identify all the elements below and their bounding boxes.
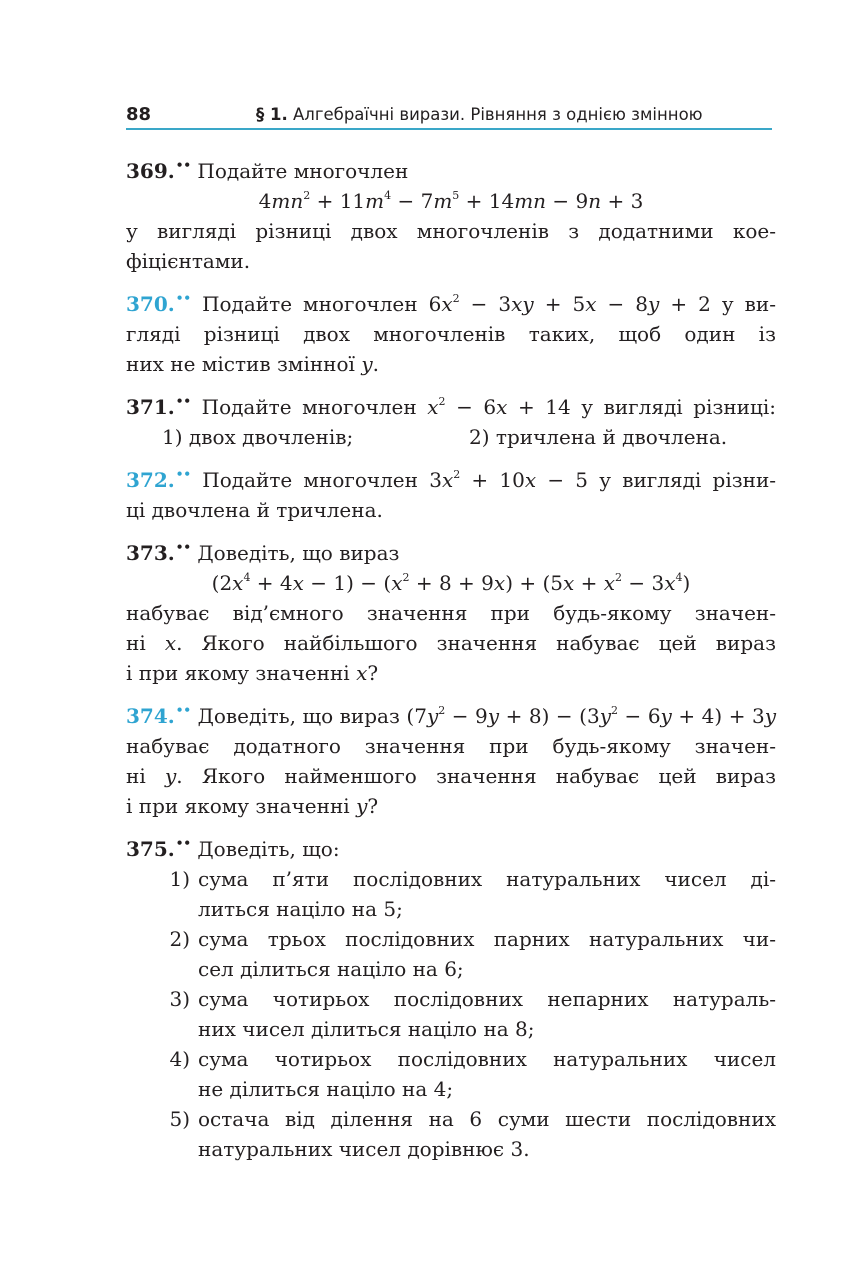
math-formula: $6x^2 - 3xy + 5x - 8y + 2$	[428, 292, 711, 316]
list-item	[126, 864, 776, 924]
option-1: 1) двох двочленів;	[162, 425, 354, 449]
math-formula: $3x^2 + 10x - 5$	[429, 468, 589, 492]
problem-number: 374.	[126, 704, 175, 728]
variable: y	[361, 352, 373, 376]
item-text: остача від ділення на 6 суми шести послідовних	[198, 1107, 776, 1131]
problem-372	[126, 459, 776, 525]
variable: y	[164, 764, 177, 788]
problem-text: у вигляді різни-	[599, 468, 777, 492]
item-text: сума чотирьох послідовних непарних натураль-	[198, 987, 776, 1011]
header-rule	[126, 128, 772, 130]
difficulty-dots: ••	[175, 467, 192, 481]
problem-text: Доведіть, що вираз	[197, 704, 400, 728]
difficulty-dots: ••	[175, 703, 192, 717]
math-formula: $x^2 - 6x + 14$	[427, 395, 571, 419]
list-item	[126, 1104, 776, 1164]
problem-text: Подайте многочлен	[197, 159, 409, 183]
difficulty-dots: ••	[175, 836, 192, 850]
problem-text: Подайте многочлен	[202, 292, 418, 316]
item-number: 5)	[169, 1107, 190, 1131]
item-text: натуральних чисел дорівнює 3.	[198, 1137, 530, 1161]
difficulty-dots: ••	[175, 158, 192, 172]
problem-373	[126, 532, 776, 688]
item-text: не ділиться націло на 4;	[198, 1077, 454, 1101]
item-text: сума трьох послідовних парних натуральних чи-	[198, 927, 776, 951]
list-item	[126, 924, 776, 984]
running-title	[256, 105, 703, 124]
punctuation: ?	[367, 661, 379, 685]
variable: x	[164, 631, 177, 655]
problem-text: Подайте многочлен	[201, 395, 417, 419]
page-number: 88	[126, 104, 152, 125]
exercise-list	[126, 150, 776, 1171]
problem-text: Доведіть, що:	[197, 837, 340, 861]
item-text: сума п’яти послідовних натуральних чисел ді-	[198, 867, 776, 891]
item-text: них чисел ділиться націло на 8;	[198, 1017, 535, 1041]
item-number: 2)	[169, 927, 190, 951]
problem-number: 372.	[126, 468, 175, 492]
problem-text: Доведіть, що вираз	[197, 541, 400, 565]
problem-text: Подайте многочлен	[202, 468, 418, 492]
section-title: Алгебраїчні вирази. Рівняння з однією змінною	[293, 105, 703, 124]
item-text: сума чотирьох послідовних натуральних чисел	[198, 1047, 776, 1071]
problem-number: 370.	[126, 292, 175, 316]
problem-text: і при якому значенні	[126, 794, 350, 818]
problem-text: ні	[126, 764, 146, 788]
punctuation: ?	[367, 794, 379, 818]
variable: y	[356, 794, 368, 818]
problem-374	[126, 695, 776, 821]
problem-text: фіцієнтами.	[126, 249, 251, 273]
difficulty-dots: ••	[175, 540, 192, 554]
problem-369	[126, 150, 776, 276]
punctuation: .	[372, 352, 379, 376]
problem-text: ні	[126, 631, 146, 655]
page-header	[126, 100, 772, 130]
item-number: 4)	[169, 1047, 190, 1071]
problem-text: гляді різниці двох многочленів таких, щоб один із	[126, 322, 776, 346]
problem-text: у вигляді різниці:	[581, 395, 777, 419]
problem-number: 375.	[126, 837, 175, 861]
item-number: 3)	[169, 987, 190, 1011]
problem-text: у вигляді різниці двох многочленів з додатними кое-	[126, 219, 776, 243]
problem-text: . Якого найменшого значення набуває цей вираз	[176, 764, 777, 788]
item-text: литься націло на 5;	[198, 897, 403, 921]
problem-text: . Якого найбільшого значення набуває цей вираз	[176, 631, 777, 655]
difficulty-dots: ••	[175, 291, 192, 305]
problem-370	[126, 283, 776, 379]
math-formula: $(7y^2 - 9y + 8) - (3y^2 - 6y + 4) + 3y$	[406, 704, 776, 728]
difficulty-dots: ••	[175, 394, 192, 408]
option-2: 2) тричлена й двочлена.	[469, 425, 728, 449]
section-mark: § 1.	[256, 105, 288, 124]
problem-text: ці двочлена й тричлена.	[126, 498, 383, 522]
math-formula: $4mn^2 + 11m^4 - 7m^5 + 14mn - 9n + 3$	[258, 189, 644, 213]
problem-text: набуває від’ємного значення при будь-якому значен-	[126, 601, 776, 625]
variable: x	[356, 661, 368, 685]
problem-text: них не містив змінної	[126, 352, 355, 376]
problem-text: і при якому значенні	[126, 661, 350, 685]
problem-371	[126, 386, 776, 452]
problem-number: 371.	[126, 395, 175, 419]
math-formula: $(2x^4 + 4x - 1) - (x^2 + 8 + 9x) + (5x + x^2 - 3x^4)$	[211, 571, 691, 595]
list-item	[126, 984, 776, 1044]
problem-375	[126, 828, 776, 1164]
problem-text: набуває додатного значення при будь-якому значен-	[126, 734, 776, 758]
problem-text: у ви-	[721, 292, 777, 316]
list-item	[126, 1044, 776, 1104]
item-number: 1)	[169, 867, 190, 891]
item-text: сел ділиться націло на 6;	[198, 957, 464, 981]
problem-number: 373.	[126, 541, 175, 565]
problem-number: 369.	[126, 159, 175, 183]
